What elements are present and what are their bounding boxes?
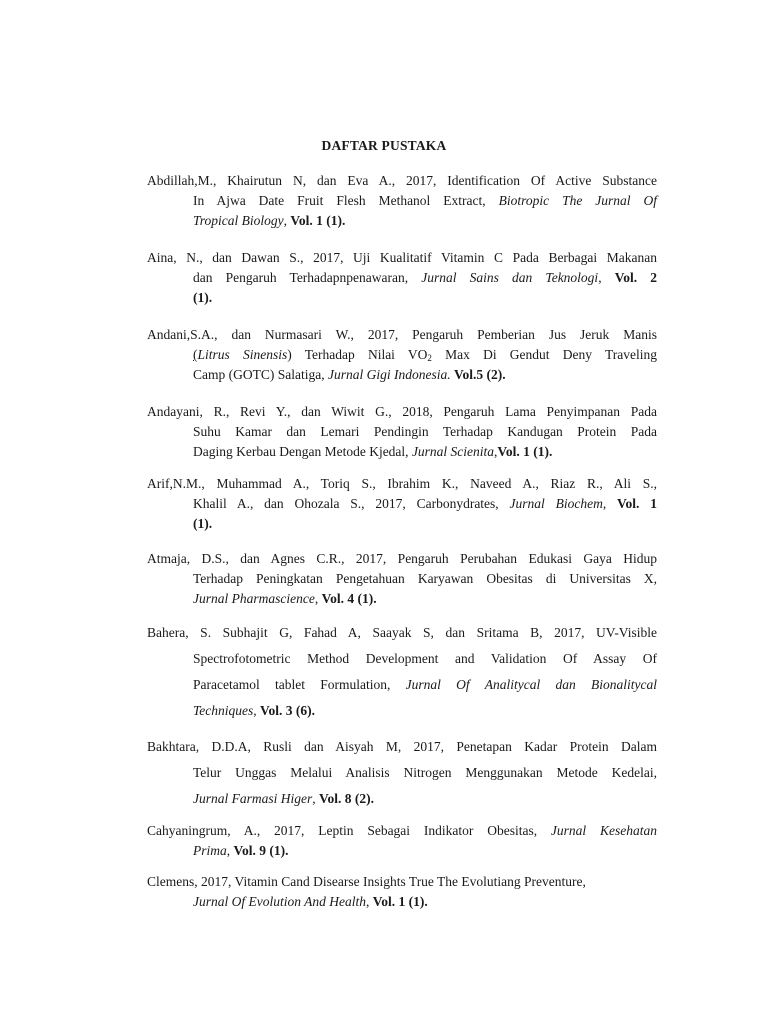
volume-issue: Vol.5 (2). <box>453 367 506 382</box>
reference-line <box>193 211 657 231</box>
volume-issue: Vol. 3 (6). <box>260 703 316 718</box>
reference-line <box>147 402 657 422</box>
volume-issue: Vol. 1 (1). <box>372 894 428 909</box>
reference-line <box>147 620 657 646</box>
volume-issue: Vol. 9 (1). <box>233 843 289 858</box>
reference-line <box>193 760 657 786</box>
volume-issue: (1). <box>193 516 213 531</box>
reference-text: Khalil A., dan Ohozala S., 2017, Carbonydrates, <box>193 496 510 511</box>
reference-line <box>193 494 657 514</box>
reference-text: 2 <box>427 353 432 363</box>
reference-text: Suhu Kamar dan Lemari Pendingin Terhadap Kandugan Protein Pada <box>193 424 657 439</box>
reference-text: Cahyaningrum, A., 2017, Leptin Sebagai Indikator Obesitas, <box>147 823 551 838</box>
volume-issue: Vol. 1 (1). <box>290 213 346 228</box>
reference-text: , <box>494 444 498 459</box>
reference-text: Terhadap Peningkatan Pengetahuan Karyawan Obesitas di Universitas X, <box>193 571 657 586</box>
journal-name: Prima <box>193 843 227 858</box>
reference-entry <box>147 734 657 812</box>
reference-entry <box>147 620 657 724</box>
reference-text: , <box>314 591 322 606</box>
reference-line <box>193 786 657 812</box>
reference-line <box>193 589 657 609</box>
journal-name: Tropical Biology <box>193 213 284 228</box>
reference-line <box>193 646 657 672</box>
journal-name: Jurnal Pharmascience <box>193 591 315 606</box>
journal-name: Jurnal Kesehatan <box>550 823 657 838</box>
reference-text: Clemens, 2017, Vitamin Cand Disearse Insights True The Evolutiang Preventure, <box>147 874 586 889</box>
volume-issue: Vol. 1 (1). <box>497 444 553 459</box>
reference-entry <box>147 402 657 462</box>
reference-line <box>193 365 657 385</box>
reference-line <box>147 549 657 569</box>
reference-text: , <box>283 213 291 228</box>
journal-name: Litrus Sinensis <box>197 347 288 362</box>
reference-text: , <box>253 703 260 718</box>
reference-line <box>147 171 657 191</box>
reference-line <box>193 442 657 462</box>
reference-text: Max Di Gendut Deny Traveling <box>431 347 657 362</box>
volume-issue: Vol. 1 <box>617 496 658 511</box>
reference-entry <box>147 325 657 385</box>
reference-line <box>193 698 657 724</box>
reference-entry <box>147 872 657 912</box>
reference-line <box>193 422 657 442</box>
reference-text: , <box>598 270 615 285</box>
reference-entry <box>147 171 657 231</box>
volume-issue: (1). <box>193 290 213 305</box>
journal-name: Techniques <box>193 703 254 718</box>
reference-text: Daging Kerbau Dengan Metode Kjedal, <box>193 444 412 459</box>
reference-text: dan Pengaruh Terhadapnpenawaran, <box>193 270 422 285</box>
reference-line <box>193 268 657 288</box>
reference-text: In Ajwa Date Fruit Flesh Methanol Extract, <box>193 193 499 208</box>
journal-name: Biotropic The Jurnal Of <box>498 193 658 208</box>
reference-text: , <box>602 496 618 511</box>
reference-entry <box>147 474 657 534</box>
reference-text: , <box>365 894 373 909</box>
volume-issue: Vol. 4 (1). <box>321 591 377 606</box>
reference-text: Bakhtara, D.D.A, Rusli dan Aisyah M, 2017, Penetapan Kadar Protein Dalam <box>147 739 657 754</box>
reference-text: Spectrofotometric Method Development and Validation Of Assay Of <box>193 651 657 666</box>
reference-line <box>193 288 657 308</box>
reference-text: Atmaja, D.S., dan Agnes C.R., 2017, Pengaruh Perubahan Edukasi Gaya Hidup <box>147 551 657 566</box>
journal-name: Jurnal Of Analitycal dan Bionalitycal <box>405 677 657 692</box>
journal-name: Jurnal Sains dan Teknologi <box>421 270 599 285</box>
reference-line <box>193 569 657 589</box>
reference-line <box>193 672 657 698</box>
journal-name: Jurnal Biochem <box>509 496 603 511</box>
reference-text: , <box>226 843 234 858</box>
reference-text: Paracetamol tablet Formulation, <box>193 677 406 692</box>
page-title: DAFTAR PUSTAKA <box>321 138 447 153</box>
journal-name: Jurnal Gigi Indonesia. <box>327 367 451 382</box>
reference-text: Camp (GOTC) Salatiga, <box>193 367 328 382</box>
reference-text: Bahera, S. Subhajit G, Fahad A, Saayak S, dan Sritama B, 2017, UV-Visible <box>147 625 657 640</box>
reference-text: Telur Unggas Melalui Analisis Nitrogen Menggunakan Metode Kedelai, <box>193 765 657 780</box>
reference-text: ) Terhadap Nilai VO <box>287 347 428 362</box>
reference-entry <box>147 549 657 609</box>
reference-text: Arif,N.M., Muhammad A., Toriq S., Ibrahim K., Naveed A., Riaz R., Ali S., <box>147 476 657 491</box>
reference-line <box>193 345 657 365</box>
reference-line <box>147 325 657 345</box>
journal-name: Jurnal Of Evolution And Health <box>193 894 366 909</box>
reference-entry <box>147 248 657 308</box>
reference-line <box>147 248 657 268</box>
reference-text: Andani,S.A., dan Nurmasari W., 2017, Pengaruh Pemberian Jus Jeruk Manis <box>147 327 657 342</box>
reference-entry <box>147 821 657 861</box>
reference-line <box>147 734 657 760</box>
reference-text: ( <box>193 347 198 362</box>
reference-line <box>193 841 657 861</box>
reference-line <box>193 191 657 211</box>
reference-line <box>147 821 657 841</box>
journal-name: Jurnal Scienita <box>411 444 495 459</box>
reference-text: , <box>312 791 319 806</box>
reference-line <box>193 892 657 912</box>
reference-line <box>193 514 657 534</box>
reference-text: Abdillah,M., Khairutun N, dan Eva A., 2017, Identification Of Active Substance <box>147 173 657 188</box>
reference-line <box>147 474 657 494</box>
reference-text: Aina, N., dan Dawan S., 2017, Uji Kualitatif Vitamin C Pada Berbagai Makanan <box>147 250 657 265</box>
volume-issue: Vol. 8 (2). <box>319 791 375 806</box>
journal-name: Jurnal Farmasi Higer <box>193 791 313 806</box>
reference-text: Andayani, R., Revi Y., dan Wiwit G., 2018, Pengaruh Lama Penyimpanan Pada <box>147 404 657 419</box>
reference-line <box>147 872 657 892</box>
volume-issue: Vol. 2 <box>614 270 657 285</box>
